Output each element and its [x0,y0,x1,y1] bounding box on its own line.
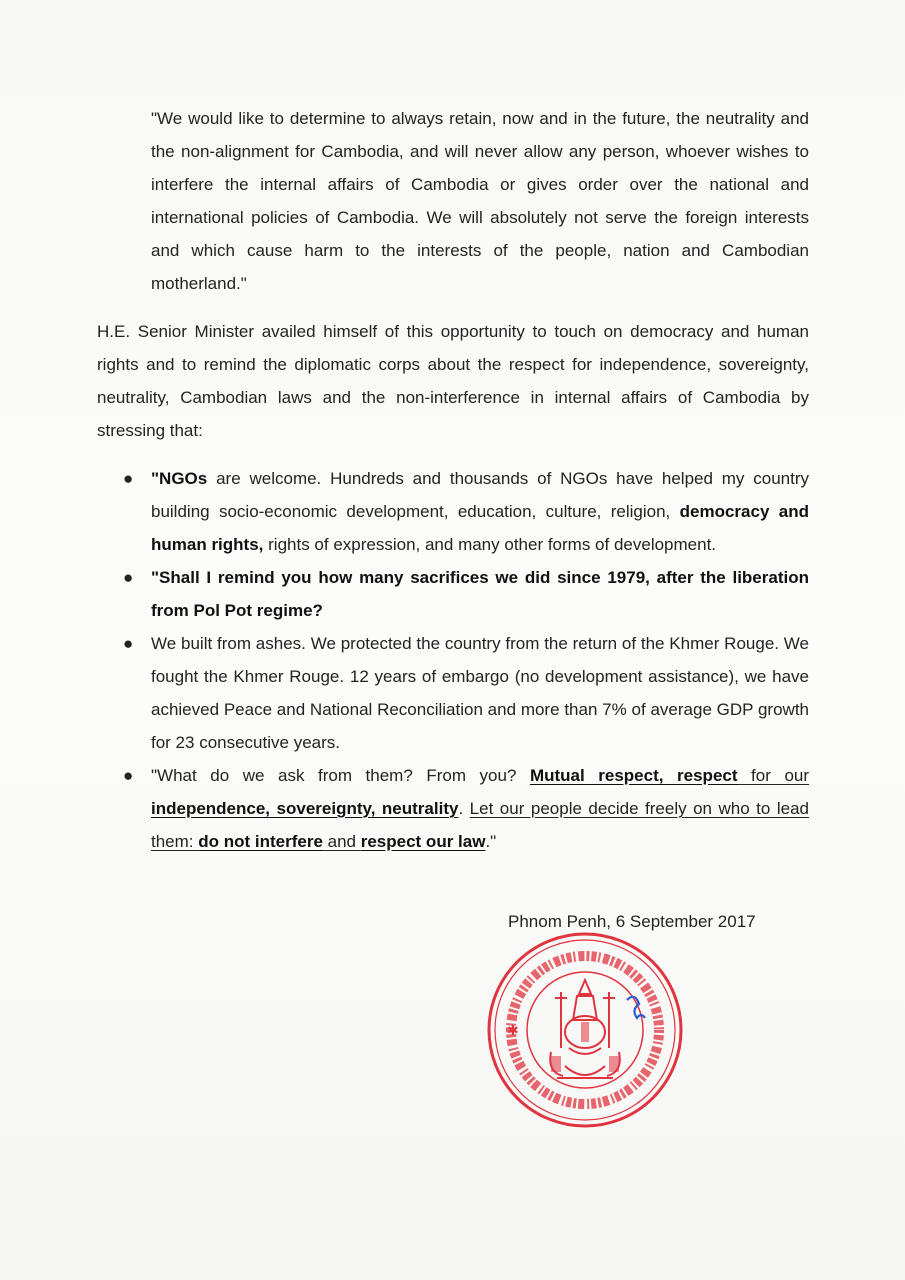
bullet-item-respect [97,759,809,858]
bullet-item-ashes [97,627,809,759]
main-paragraph: H.E. Senior Minister availed himself of this opportunity to touch on democracy and human rights and to remind the diplomatic corps about the respect for independence, sovereignty, neutrality, Cambodian laws and the non-interference in internal affairs of Cambodia by stressing that: [97,322,809,440]
bullet-text: "What do we ask from them? From you? [151,766,530,785]
bullet-text: We built from ashes. We protected the country from the return of the Khmer Rouge. We fought the Khmer Rouge. 12 years of embargo (no development assistance), we have achieved Peace and National Reconciliation and more than 7% of average GDP growth for 23 consecutive years. [151,634,809,752]
bullet-text: . [458,799,470,818]
bullet-bold-underlined-text: independence, sovereignty, neutrality [151,799,459,818]
bullet-bold-text: "NGOs [151,469,208,488]
svg-text:✱: ✱ [507,1023,519,1039]
bullet-list [97,462,809,858]
bullet-dot-icon: ● [123,766,134,785]
bullet-bold-text: democracy and human rights, [151,502,809,554]
bullet-bold-underlined-text: do not interfere [198,832,323,851]
bullet-item-ngos [97,462,809,561]
bullet-text: are welcome. Hundreds and thousands of NGOs have helped my country building socio-economic development, education, culture, religion, [151,469,809,521]
bullet-bold-text: "Shall I remind you how many sacrifices we did since 1979, after the liberation from Pol Pot regime? [151,568,809,620]
bullet-underlined-text: and [322,832,361,851]
bullet-dot-icon: ● [123,634,134,653]
bullet-dot-icon: ● [123,469,134,488]
place-and-date: Phnom Penh, 6 September 2017 [508,912,756,931]
bullet-item-sacrifices [97,561,809,627]
bullet-dot-icon: ● [123,568,134,587]
bullet-text: ." [485,832,497,851]
bullet-bold-underlined-text: Mutual respect, [529,766,664,785]
official-seal-icon [485,930,685,1130]
bullet-text: rights of expression, and many other forms of development. [263,535,717,554]
bullet-bold-underlined-text: respect our law [360,832,486,851]
bullet-underlined-text: for our [737,766,810,785]
bullet-underlined-text: Let our people decide freely on who to lead them: [151,799,810,851]
opening-quote: "We would like to determine to always retain, now and in the future, the neutrality and the non-alignment for Cambodia, and will never allow any person, whoever wishes to interfere the internal affairs of Cambodia or gives order over the national and international policies of Cambodia. We will absolutely not serve the foreign interests and which cause harm to the interests of the people, nation and Cambodian motherland." [151,109,809,293]
bullet-bold-underlined-text: respect [663,766,738,785]
